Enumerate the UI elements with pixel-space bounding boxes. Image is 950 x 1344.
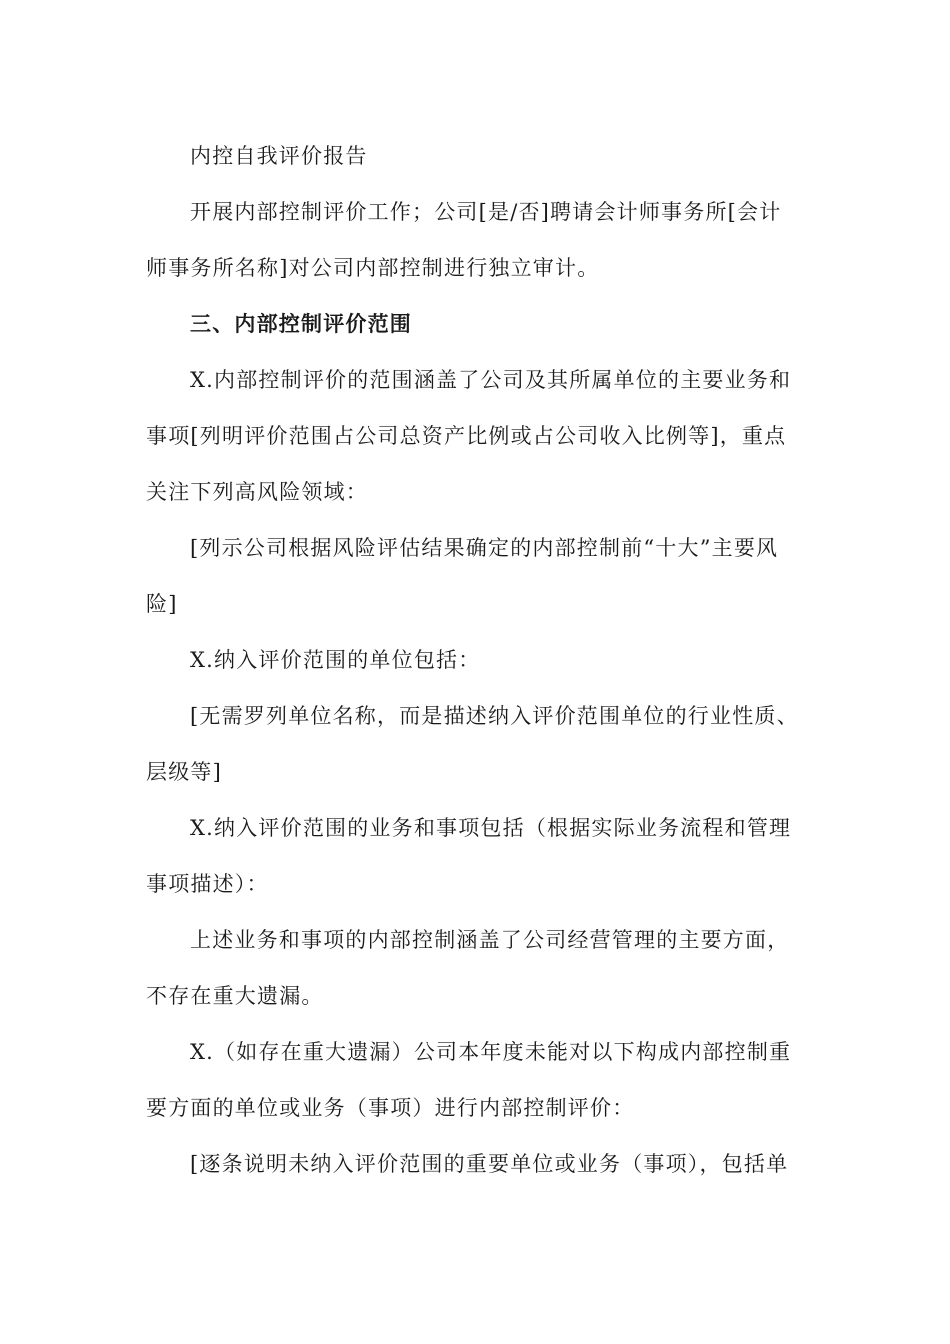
paragraph-line: 要方面的单位或业务（事项）进行内部控制评价： [146, 1096, 635, 1120]
paragraph-line: 关注下列高风险领域： [146, 480, 368, 504]
paragraph-line: 事项描述）： [146, 872, 269, 896]
paragraph-line: 不存在重大遗漏。 [146, 984, 324, 1008]
document-body [146, 128, 806, 1192]
paragraph-line: [无需罗列单位名称，而是描述纳入评价范围单位的行业性质、 [190, 704, 799, 728]
header-title: 内控自我评价报告 [190, 144, 368, 168]
paragraph-line: 上述业务和事项的内部控制涵盖了公司经营管理的主要方面， [190, 928, 790, 952]
paragraph-line: X.（如存在重大遗漏）公司本年度未能对以下构成内部控制重 [190, 1040, 792, 1064]
paragraph-line: X.内部控制评价的范围涵盖了公司及其所属单位的主要业务和 [190, 368, 792, 392]
paragraph-line: 事项[列明评价范围占公司总资产比例或占公司收入比例等]，重点 [146, 424, 787, 448]
section-heading: 三、内部控制评价范围 [190, 311, 412, 336]
paragraph-line: 开展内部控制评价工作；公司[是/否]聘请会计师事务所[会计 [190, 200, 782, 224]
paragraph-line: 险] [146, 592, 178, 616]
paragraph-line: X.纳入评价范围的业务和事项包括（根据实际业务流程和管理 [190, 816, 792, 840]
paragraph-line: [逐条说明未纳入评价范围的重要单位或业务（事项），包括单 [190, 1152, 789, 1176]
paragraph-line: X.纳入评价范围的单位包括： [190, 648, 481, 672]
paragraph-line: 层级等] [146, 760, 222, 784]
paragraph-line: 师事务所名称]对公司内部控制进行独立审计。 [146, 256, 600, 280]
paragraph-line: [列示公司根据风险评估结果确定的内部控制前“十大”主要风 [190, 536, 779, 560]
